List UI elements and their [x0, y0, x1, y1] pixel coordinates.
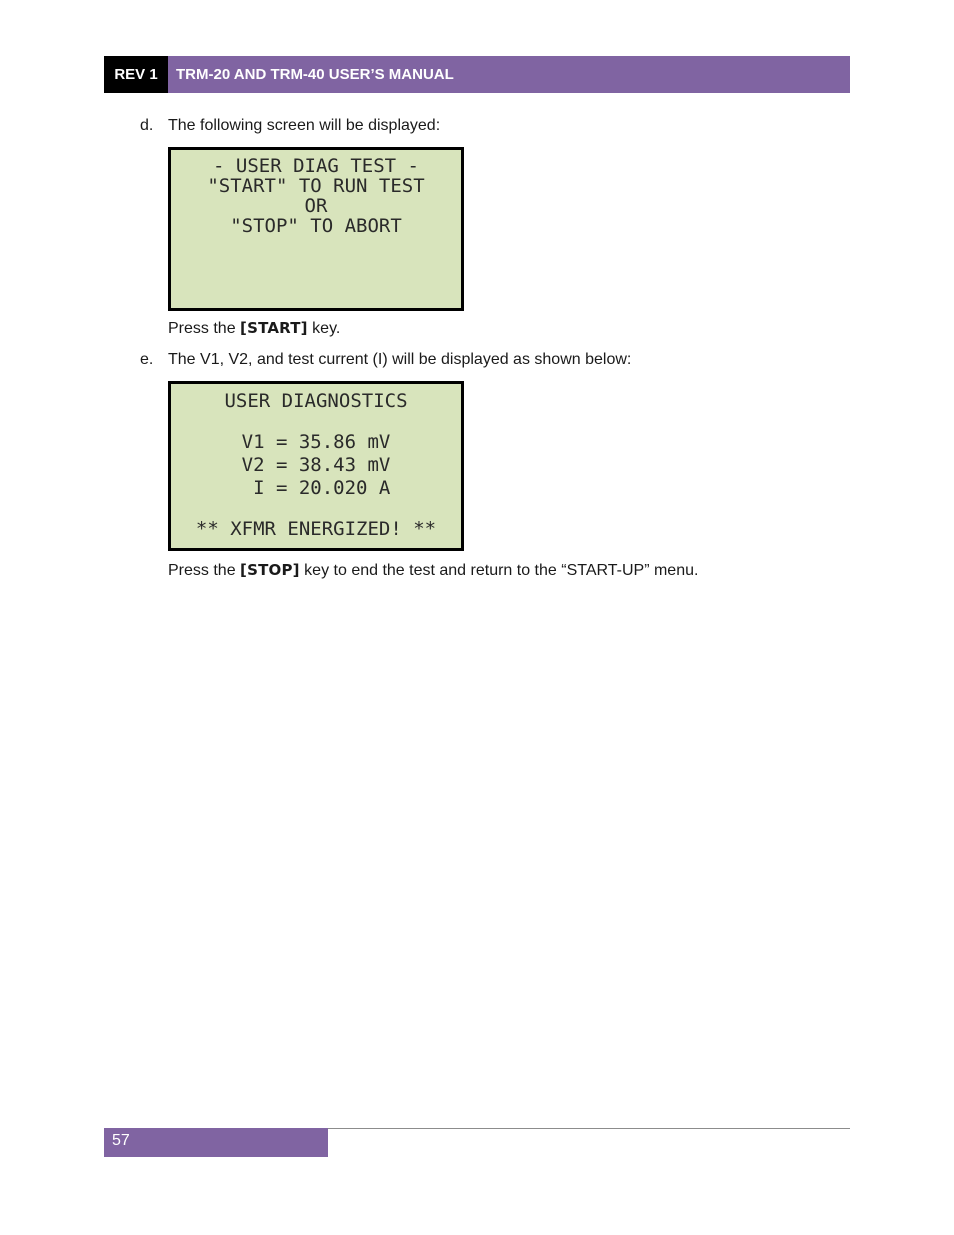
note-prefix: Press the: [168, 320, 241, 337]
lcd-line: "STOP" TO ABORT: [230, 215, 402, 237]
lcd-line: "START" TO RUN TEST: [207, 175, 425, 197]
step-d: [140, 116, 440, 136]
revision-label: REV 1: [104, 56, 168, 93]
lcd-line: USER DIAGNOSTICS: [224, 390, 408, 412]
lcd-screen-user-diagnostics: [168, 381, 464, 551]
start-key-label: [START]: [240, 319, 308, 337]
lcd-blank-line: [171, 413, 461, 431]
lcd-blank-line: [171, 500, 461, 518]
instruction-press-stop: [168, 560, 698, 581]
lcd-line-v2: V2 = 38.43 mV: [241, 454, 391, 476]
page-number: 57: [104, 1128, 328, 1157]
step-e: [140, 350, 631, 370]
note-prefix: Press the: [168, 562, 241, 579]
note-suffix: key.: [307, 320, 341, 337]
note-suffix: key to end the test and return to the “START-UP” menu.: [299, 562, 699, 579]
step-text: The following screen will be displayed:: [168, 117, 441, 134]
lcd-line-v1: V1 = 35.86 mV: [241, 431, 391, 453]
stop-key-label: [STOP]: [240, 561, 300, 579]
step-letter: d.: [140, 117, 154, 134]
manual-title: TRM-20 AND TRM-40 USER’S MANUAL: [168, 56, 850, 93]
lcd-line: OR: [304, 195, 328, 217]
lcd-line-warning: ** XFMR ENERGIZED! **: [195, 518, 437, 540]
page-header: [104, 56, 850, 93]
instruction-press-start: [168, 318, 340, 339]
lcd-line: - USER DIAG TEST -: [213, 155, 419, 177]
lcd-screen-user-diag-test: [168, 147, 464, 311]
lcd-line-current: I = 20.020 A: [241, 477, 391, 499]
step-text: The V1, V2, and test current (I) will be displayed as shown below:: [168, 351, 632, 368]
step-letter: e.: [140, 351, 154, 368]
